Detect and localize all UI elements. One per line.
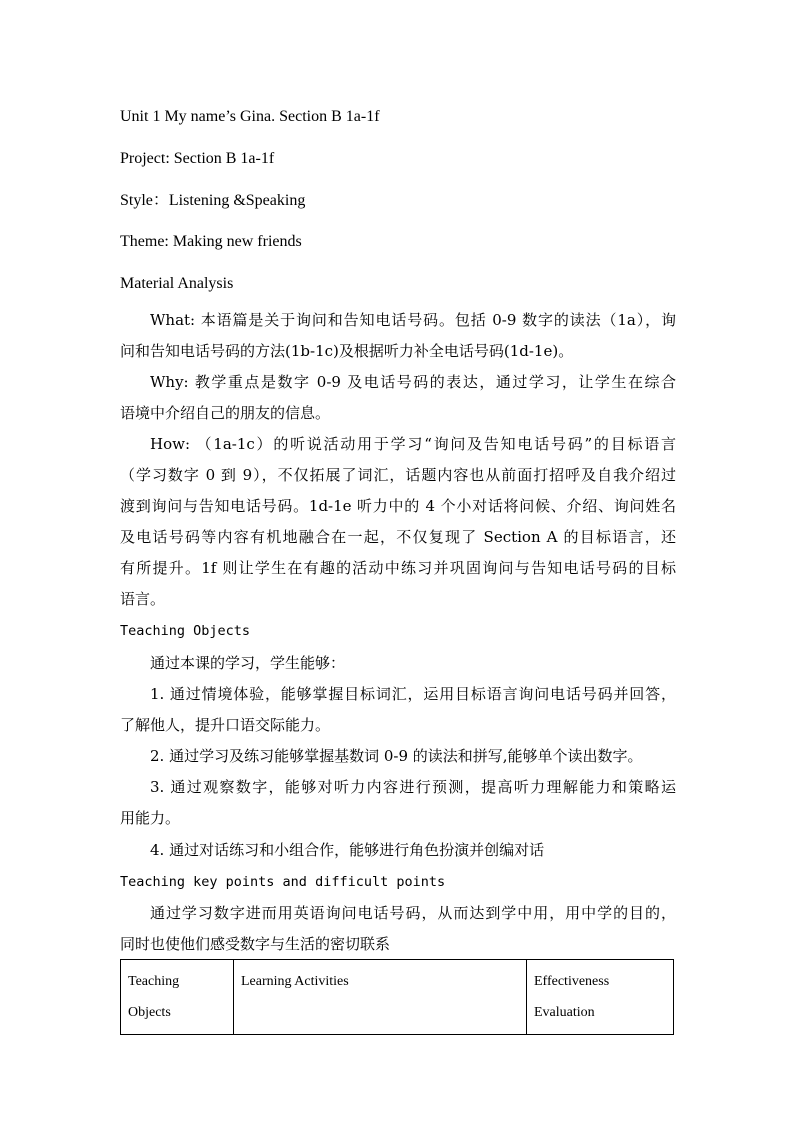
style-line: Style：Listening &Speaking: [120, 192, 306, 209]
table-header-effectiveness-evaluation: [527, 960, 674, 1035]
key-points-heading: Teaching key points and difficult points: [120, 874, 446, 890]
objective-item-3: 3. 通过观察数字，能够对听力内容进行预测，提高听力理解能力和策略运: [150, 778, 676, 796]
objective-item-2: 2. 通过学习及练习能够掌握基数词 0-9 的读法和拼写,能够单个读出数字。: [150, 747, 643, 765]
unit-title: Unit 1 My name’s Gina. Section B 1a-1f: [120, 108, 380, 125]
why-paragraph-line: Why: 教学重点是数字 0-9 及电话号码的表达，通过学习，让学生在综合: [150, 373, 676, 391]
objective-item-1-cont: 了解他人，提升口语交际能力。: [120, 716, 331, 734]
table-header-row: [121, 960, 674, 1035]
table-header-text: Learning Activities: [241, 974, 349, 989]
material-analysis-heading: Material Analysis: [120, 275, 234, 292]
table-header-text: Teaching: [128, 974, 180, 989]
objective-item-4: 4. 通过对话练习和小组合作，能够进行角色扮演并创编对话: [150, 841, 545, 859]
project-line: Project: Section B 1a-1f: [120, 150, 275, 167]
table-header-text: Effectiveness: [534, 974, 610, 989]
how-paragraph-line: 及电话号码等内容有机地融合在一起，不仅复现了 Section A 的目标语言，还: [120, 528, 676, 546]
table-header-learning-activities: [234, 960, 527, 1035]
why-paragraph-line: 语境中介绍自己的朋友的信息。: [120, 404, 331, 422]
how-paragraph-line: 渡到询问与告知电话号码。1d-1e 听力中的 4 个小对话将问候、介绍、询问姓名: [120, 497, 676, 515]
objective-item-1: 1. 通过情境体验，能够掌握目标词汇，运用目标语言询问电话号码并回答，: [150, 685, 676, 703]
objects-intro: 通过本课的学习，学生能够：: [150, 654, 346, 672]
how-paragraph-line: 语言。: [120, 590, 166, 608]
table-header-teaching-objects: [121, 960, 234, 1035]
teaching-objects-heading: Teaching Objects: [120, 623, 251, 639]
what-paragraph-line: 问和告知电话号码的方法(1b-1c)及根据听力补全电话号码(1d-1e)。: [120, 342, 574, 360]
key-points-text-cont: 同时也使他们感受数字与生活的密切联系: [120, 935, 391, 953]
how-paragraph-line: 有所提升。1f 则让学生在有趣的活动中练习并巩固询问与告知电话号码的目标: [120, 559, 676, 577]
how-paragraph-line: （学习数字 0 到 9），不仅拓展了词汇，话题内容也从前面打招呼及自我介绍过: [120, 466, 676, 484]
lesson-plan-table: [120, 959, 674, 1035]
what-paragraph-line: What: 本语篇是关于询问和告知电话号码。包括 0-9 数字的读法（1a），询: [150, 311, 676, 329]
theme-line: Theme: Making new friends: [120, 233, 302, 250]
how-paragraph-line: How: （1a-1c）的听说活动用于学习“询问及告知电话号码”的目标语言: [150, 435, 676, 453]
table-header-text: Evaluation: [534, 1005, 595, 1020]
objective-item-3-cont: 用能力。: [120, 809, 181, 827]
key-points-text: 通过学习数字进而用英语询问电话号码，从而达到学中用，用中学的目的，: [150, 904, 676, 922]
table-header-text: Objects: [128, 1005, 171, 1020]
